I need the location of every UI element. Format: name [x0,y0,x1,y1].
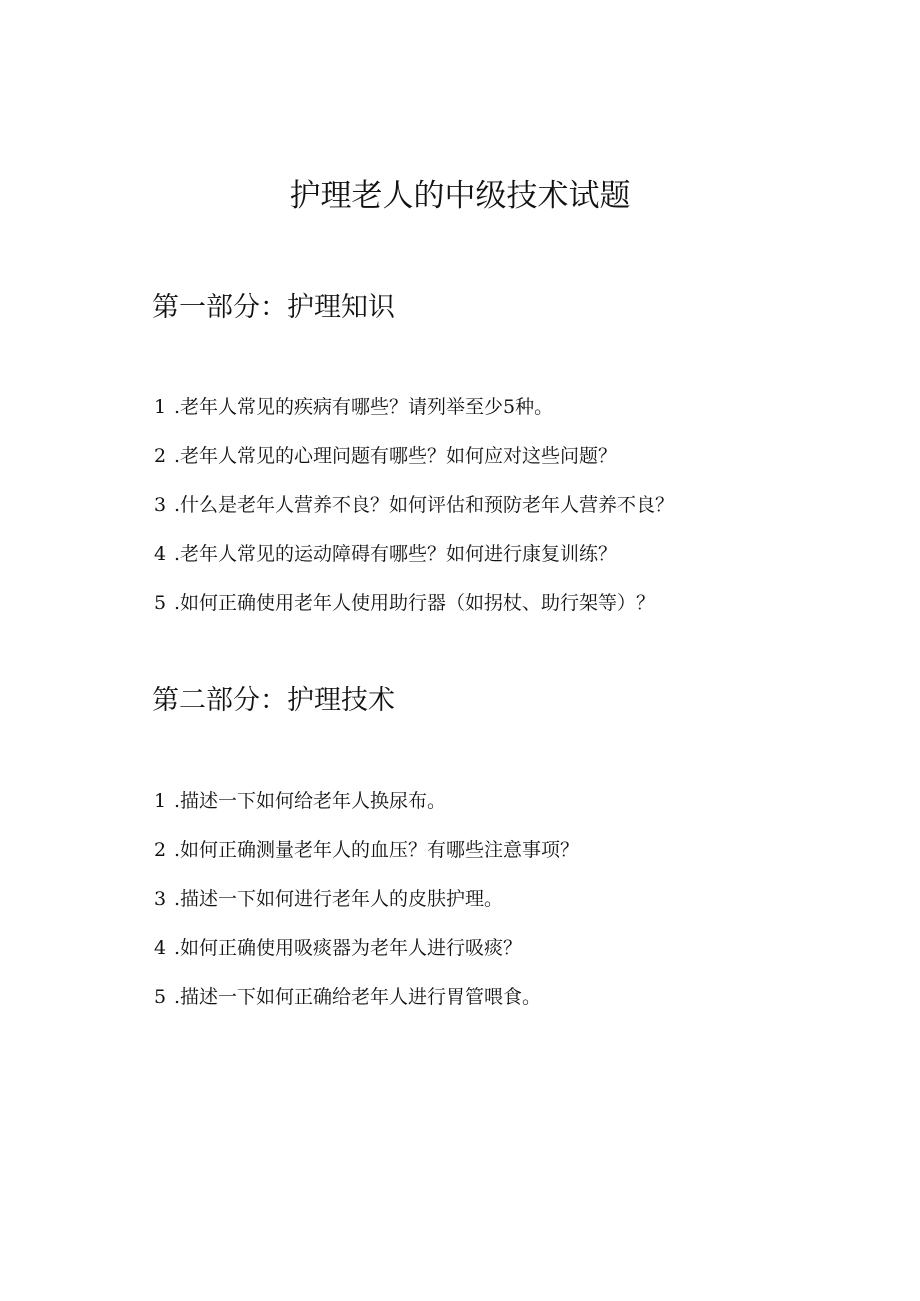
question-item [154,536,674,585]
question-separator: . [173,888,180,910]
question-separator: . [173,986,180,1008]
question-separator: . [173,937,180,959]
question-number: 5 [154,986,167,1008]
question-item [154,881,579,930]
question-text: 如何正确测量老年人的血压？有哪些注意事项？ [180,839,580,861]
question-number: 3 [154,494,167,516]
question-separator: . [173,494,180,516]
question-text: 如何正确使用吸痰器为老年人进行吸痰？ [180,937,523,959]
question-item [154,930,579,979]
question-separator: . [173,445,180,467]
question-list-knowledge [154,389,674,634]
question-text: 如何正确使用老年人使用助行器（如拐杖、助行架等）？ [180,592,656,614]
question-item [154,979,579,1028]
question-text: 描述一下如何进行老年人的皮肤护理。 [180,888,504,910]
question-separator: . [173,396,180,418]
question-item [154,832,579,881]
question-text: 描述一下如何正确给老年人进行胃管喂食。 [180,986,542,1008]
question-item [154,438,674,487]
question-item [154,585,674,634]
question-number: 5 [154,592,167,614]
question-separator: . [173,592,180,614]
section-heading-skills: 第二部分：护理技术 [152,685,395,716]
section-heading-knowledge: 第一部分：护理知识 [152,292,395,323]
question-item [154,487,674,536]
question-number: 2 [154,839,167,861]
question-separator: . [173,790,180,812]
question-number: 1 [154,396,167,418]
question-item [154,389,674,438]
question-number: 4 [154,543,167,565]
question-text: 老年人常见的运动障碍有哪些？如何进行康复训练？ [180,543,618,565]
question-list-skills [154,783,579,1028]
question-number: 4 [154,937,167,959]
question-separator: . [173,839,180,861]
question-number: 2 [154,445,167,467]
question-text: 什么是老年人营养不良？如何评估和预防老年人营养不良？ [180,494,675,516]
question-item [154,783,579,832]
question-separator: . [173,543,180,565]
question-number: 1 [154,790,167,812]
question-text: 老年人常见的疾病有哪些？请列举至少5种。 [180,396,554,418]
question-text: 老年人常见的心理问题有哪些？如何应对这些问题？ [180,445,618,467]
question-text: 描述一下如何给老年人换尿布。 [180,790,447,812]
document-title: 护理老人的中级技术试题 [289,178,631,214]
question-number: 3 [154,888,167,910]
